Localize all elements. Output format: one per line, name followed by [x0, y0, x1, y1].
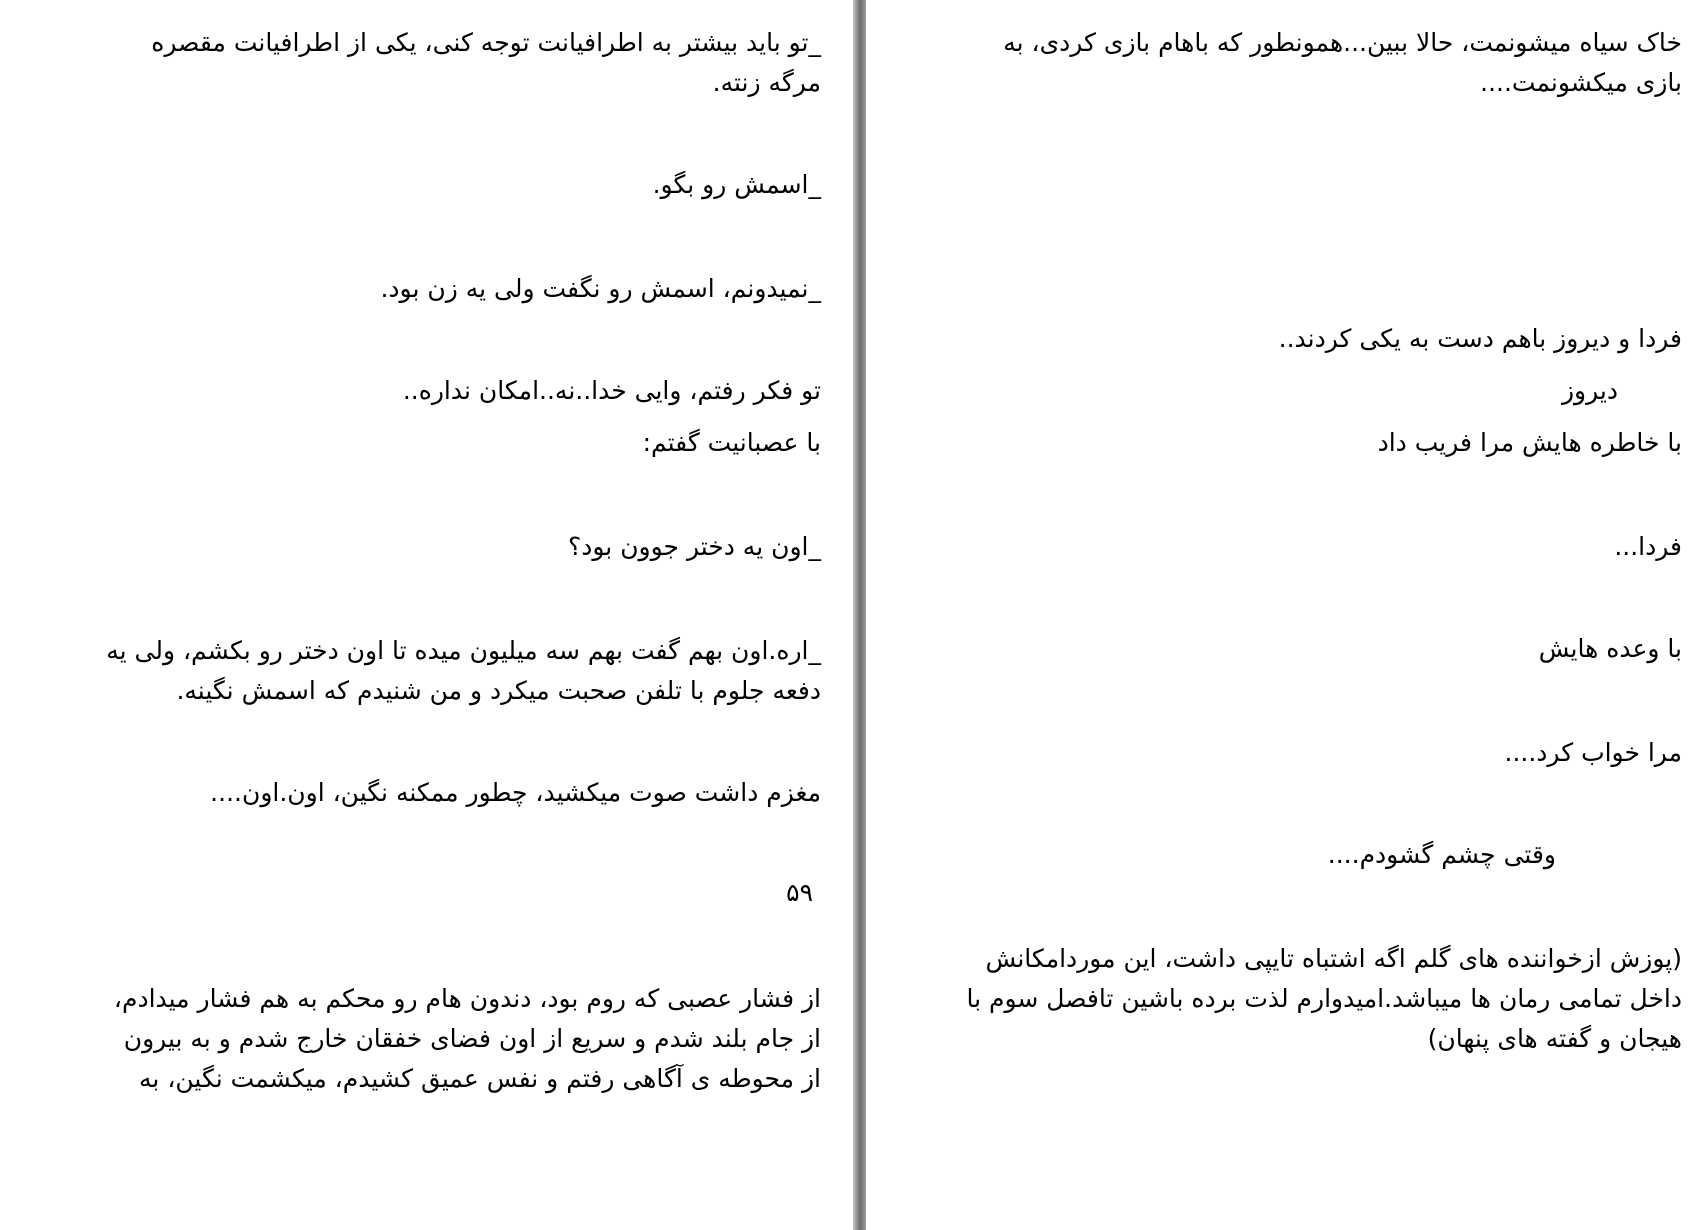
- text-line: بازی میکشونمت....: [1480, 68, 1682, 97]
- text-line: دیروز: [1561, 376, 1618, 405]
- text-line: فردا و دیروز باهم دست به یکی کردند..: [1278, 324, 1682, 353]
- text-line: هیجان و گفته های پنهان): [1427, 1024, 1682, 1053]
- text-line: با عصبانیت گفتم:: [642, 428, 821, 457]
- text-line: _اسمش رو بگو.: [652, 170, 821, 199]
- text-line: _اره.اون بهم گفت بهم سه میلیون میده تا اون دختر رو بکشم، ولی یه: [106, 636, 821, 665]
- text-line: دفعه جلوم با تلفن صحبت میکرد و من شنیدم که اسمش نگینه.: [176, 676, 821, 705]
- right-page: [866, 0, 1708, 1230]
- text-line: _تو باید بیشتر به اطرافیانت توجه کنی، یکی از اطرافیانت مقصره: [151, 28, 821, 57]
- page-divider: [853, 0, 866, 1230]
- text-line: از جام بلند شدم و سریع از اون فضای خفقان خارج شدم و به بیرون: [123, 1024, 821, 1053]
- text-line: مغزم داشت صوت میکشید، چطور ممکنه نگین، اون.اون....: [210, 778, 821, 807]
- text-line: _اون یه دختر جوون بود؟: [567, 532, 821, 561]
- text-line: داخل تمامی رمان ها میباشد.امیدوارم لذت برده باشین تافصل سوم با: [966, 984, 1682, 1013]
- text-line: با خاطره هایش مرا فریب داد: [1377, 428, 1682, 457]
- text-line: از محوطه ی آگاهی رفتم و نفس عمیق کشیدم، میکشمت نگین، به: [139, 1064, 821, 1093]
- page-number: ۵۹: [786, 878, 813, 907]
- text-line: مرگه زنته.: [712, 68, 821, 97]
- text-line: مرا خواب کرد....: [1504, 738, 1682, 767]
- text-line: (پوزش ازخواننده های گلم اگه اشتباه تایپی داشت، این موردامکانش: [985, 944, 1682, 973]
- left-page: [0, 0, 853, 1230]
- text-line: خاک سیاه میشونمت، حالا ببین...همونطور که باهام بازی کردی، به: [1003, 28, 1682, 57]
- text-line: فردا...: [1614, 532, 1682, 561]
- text-line: با وعده هایش: [1538, 634, 1682, 663]
- text-line: وقتی چشم گشودم....: [1327, 840, 1556, 869]
- text-line: تو فکر رفتم، وایی خدا..نه..امکان نداره..: [402, 376, 821, 405]
- text-line: از فشار عصبی که روم بود، دندون هام رو محکم به هم فشار میدادم،: [113, 984, 821, 1013]
- text-line: _نمیدونم، اسمش رو نگفت ولی یه زن بود.: [380, 274, 821, 303]
